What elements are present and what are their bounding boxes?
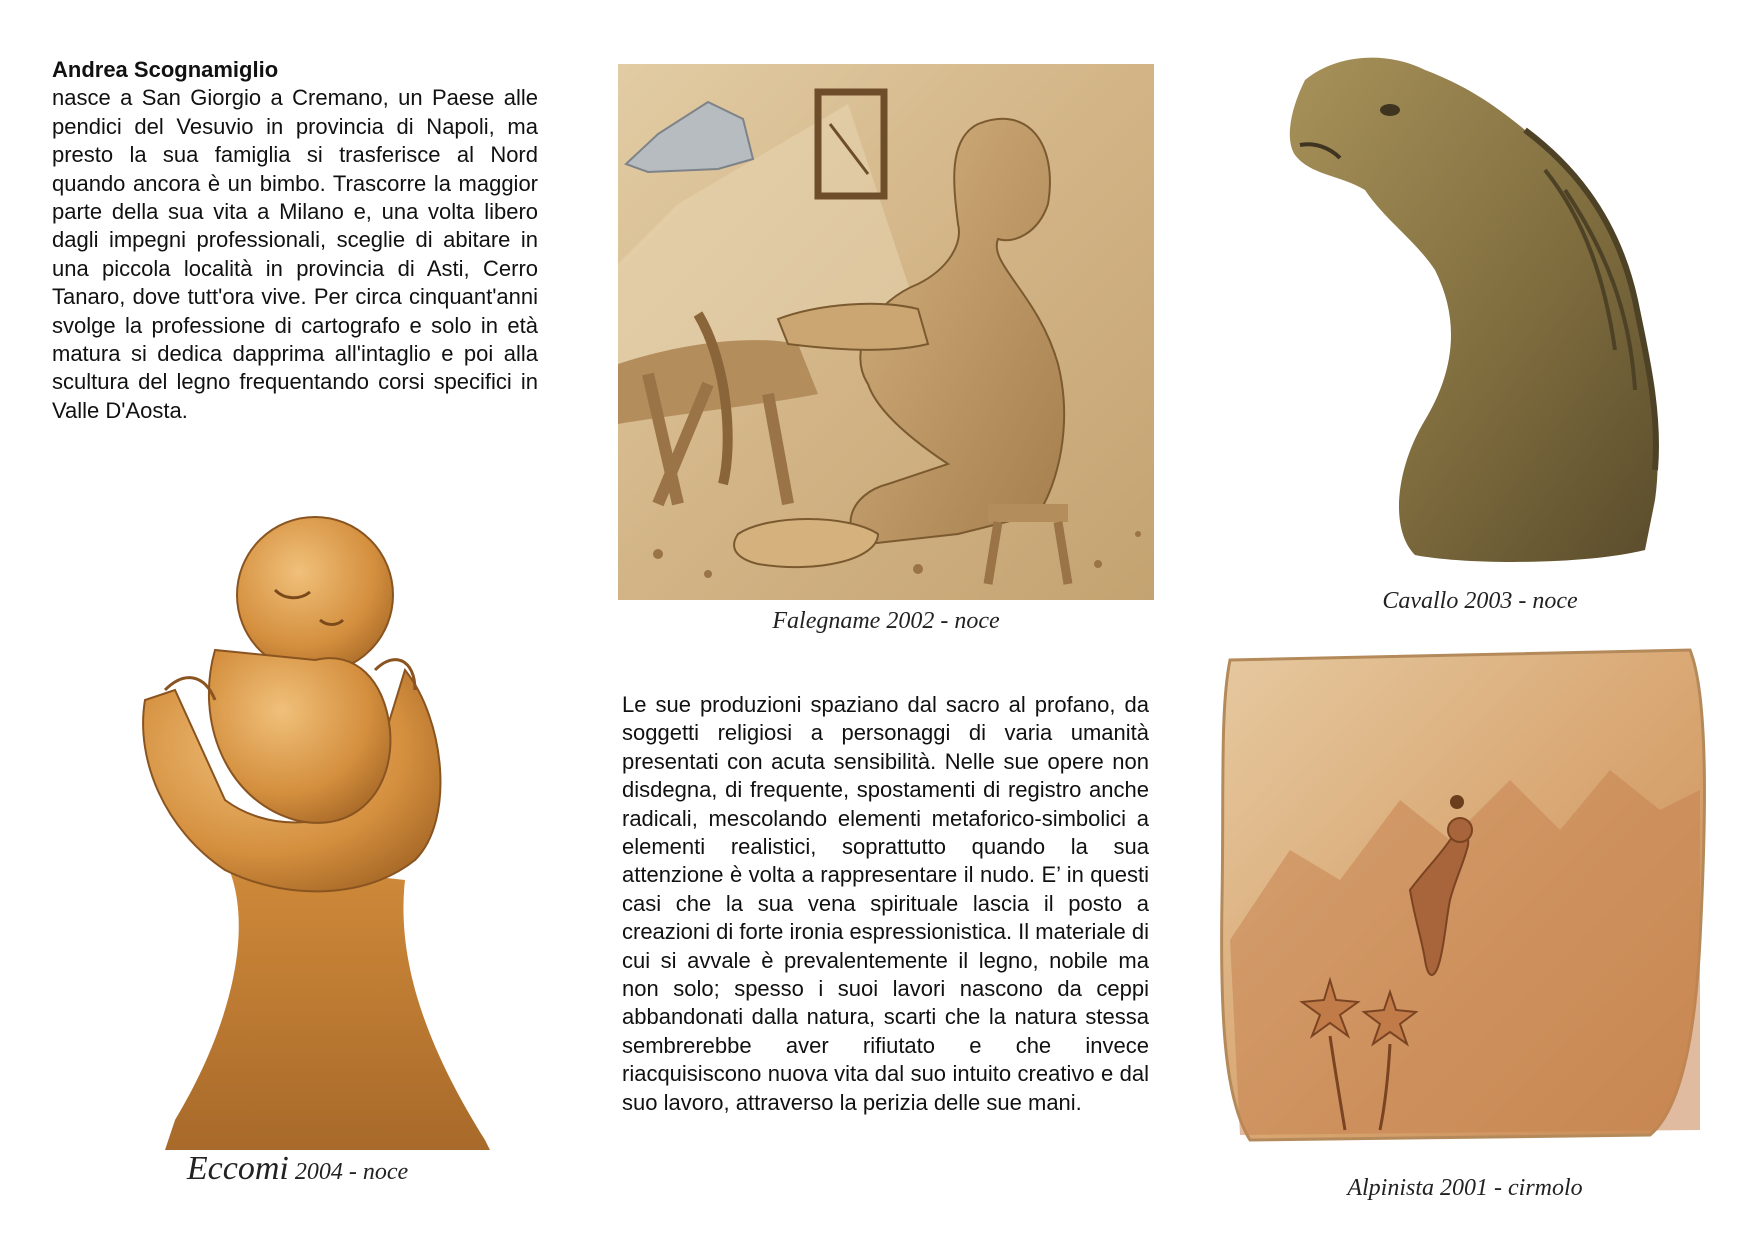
bio-block	[52, 56, 538, 425]
body-text: Le sue produzioni spaziano dal sacro al profano, da soggetti religiosi a personaggi di varia umanità presentati con acuta sensibilità. Nelle sue opere non disdegna, di frequente, spostamenti di registro anche radicali, mescolando elementi metaforico-simbolici a elementi realistici, soprattutto quando la sua attenzione è volta a rappresentare il nudo. E’ in questi casi che la sua vena spirituale lascia il posto a creazioni di forte ironia espressionistica. Il materiale di cui si avvale è prevalentemente il legno, nobile ma non solo; spesso i suoi lavori nascono da ceppi abbandonati dalla natura, scarti che la natura stessa sembrerebbe aver rifiutato e che invece riacquisiscono nuova vita dal suo intuito creativo e dal suo lavoro, attraverso la perizia delle sue mani.	[622, 692, 1150, 1115]
falegname-image	[618, 64, 1154, 600]
horse-head-sculpture-icon	[1285, 50, 1675, 565]
artist-name: Andrea Scognamiglio	[52, 57, 279, 82]
alpinista-caption: Alpinista 2001 - cirmolo	[1347, 1175, 1583, 1201]
alpinista-image	[1210, 640, 1720, 1145]
eccomi-caption-title: Eccomi	[186, 1150, 289, 1187]
eccomi-caption-rest: 2004 - noce	[294, 1159, 409, 1185]
hands-holding-baby-sculpture-icon	[105, 500, 490, 1150]
falegname-caption: Falegname 2002 - noce	[772, 608, 1000, 634]
climber-relief-icon	[1210, 640, 1720, 1145]
eccomi-image	[105, 500, 490, 1150]
eccomi-caption	[105, 1150, 490, 1188]
carved-carpenter-relief-icon	[618, 64, 1154, 600]
cavallo-caption: Cavallo 2003 - noce	[1382, 588, 1578, 614]
cavallo-image	[1285, 50, 1675, 565]
bio-text: nasce a San Giorgio a Cremano, un Paese alle pendici del Vesuvio in provincia di Napoli, ma presto la sua famiglia si trasferisce al Nord quando ancora è un bimbo. Trascorre la maggior parte della sua vita a Milano e, una volta libero dagli impegni professionali, sceglie di abitare in una piccola località in provincia di Asti, Cerro Tanaro, dove tutt'ora vive. Per circa cinquant'anni svolge la professione di cartografo e solo in età matura si dedica dapprima all'intaglio e poi alla scultura del legno frequentando corsi specifici in Valle D'Aosta.	[52, 85, 538, 423]
